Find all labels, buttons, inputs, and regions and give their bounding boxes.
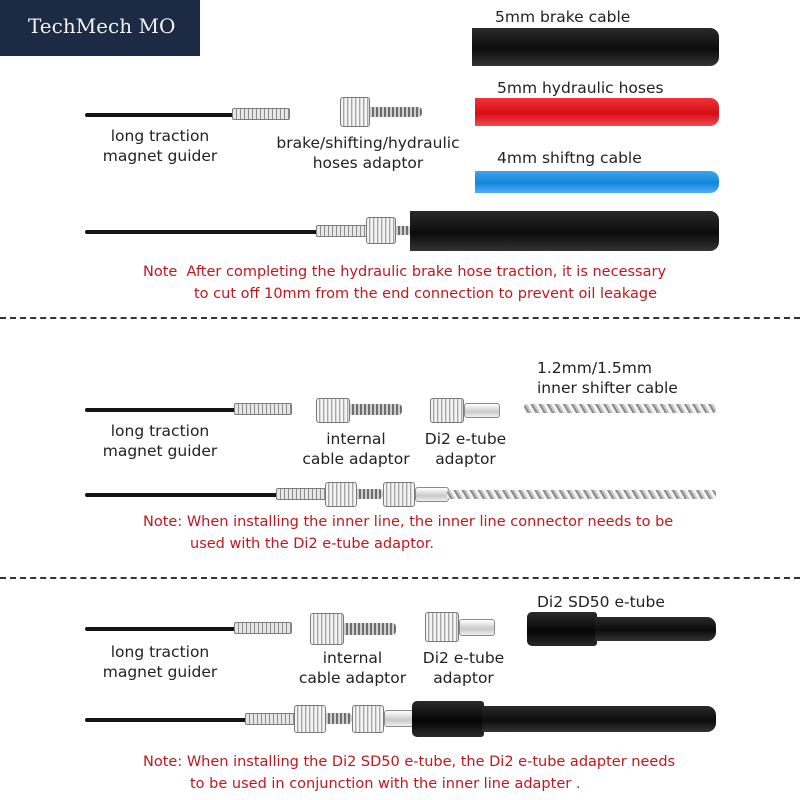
note-3-line1: Note: When installing the Di2 SD50 e-tube, the Di2 e-tube adapter needs: [143, 754, 676, 770]
section-divider-2: [0, 577, 800, 579]
hydraulic-hose-label: 5mm hydraulic hoses: [497, 79, 664, 97]
internal-adaptor-thread: [350, 404, 402, 415]
internal-adaptor-label: internal cable adaptor: [302, 430, 410, 468]
hose-adaptor-thread: [370, 107, 422, 117]
brake-cable-label: 5mm brake cable: [495, 8, 631, 26]
di2-adaptor-label-3: Di2 e-tube adaptor: [422, 649, 505, 687]
note-2-line2: used with the Di2 e-tube adaptor.: [190, 536, 435, 552]
magnet-guider-tip-3: [234, 622, 292, 634]
assembly2-internal-adaptor: [325, 482, 357, 507]
hose-adaptor-label: brake/shifting/hydraulic hoses adaptor: [276, 134, 460, 172]
assembly3-di2-collar: [384, 710, 414, 727]
magnet-guider-tip-2: [234, 403, 292, 415]
sd50-etube-label: Di2 SD50 e-tube: [537, 593, 665, 611]
assembly1-adaptor: [366, 217, 396, 244]
note-1-line1: Note After completing the hydraulic brake hose traction, it is necessary: [143, 264, 667, 280]
di2-adaptor-label: Di2 e-tube adaptor: [424, 430, 507, 468]
note-1-line2: to cut off 10mm from the end connection to prevent oil leakage: [194, 286, 658, 302]
di2-adaptor-knurl-3: [425, 612, 459, 642]
magnet-guider-tip: [232, 108, 290, 120]
assembly2-guider-tip: [276, 488, 328, 500]
internal-adaptor-thread-3: [344, 623, 396, 635]
assembly1-brake-cable: [410, 211, 719, 251]
magnet-guider-wire-3: [85, 627, 237, 631]
assembly3-internal-thread: [326, 713, 352, 724]
di2-adaptor-collar-3: [459, 619, 495, 636]
assembly3-guider-tip: [245, 713, 297, 725]
assembly3-sd50-etube: [482, 706, 716, 732]
magnet-guider-wire-2: [85, 408, 237, 412]
di2-adaptor-knurl: [430, 398, 464, 423]
guider-label-3: long traction magnet guider: [102, 643, 218, 681]
magnet-guider-wire: [85, 113, 235, 117]
di2-adaptor-collar: [464, 403, 500, 418]
hydraulic-hose-sample: [475, 98, 719, 126]
assembly3-di2-adaptor: [352, 705, 384, 733]
assembly3-sd50-connector: [412, 701, 484, 737]
note-2-line1: Note: When installing the inner line, the inner line connector needs to be: [143, 514, 674, 530]
guider-label-2: long traction magnet guider: [102, 422, 218, 460]
sd50-etube-sample: [595, 617, 716, 641]
sd50-connector: [527, 612, 597, 646]
assembly1-wire: [85, 230, 325, 234]
assembly3-internal-adaptor: [294, 705, 326, 733]
assembly2-wire: [85, 493, 285, 497]
hose-adaptor-knurl: [340, 97, 370, 127]
internal-adaptor-label-3: internal cable adaptor: [298, 649, 407, 687]
brake-cable-sample: [472, 28, 719, 66]
watermark-badge: TechMech MO: [0, 0, 200, 56]
assembly2-inner-cable: [447, 490, 716, 499]
assembly1-guider-tip: [316, 225, 368, 237]
inner-cable-label: 1.2mm/1.5mm inner shifter cable: [537, 359, 678, 397]
assembly2-di2-adaptor: [383, 482, 415, 507]
shift-cable-sample: [475, 171, 719, 193]
internal-adaptor-knurl: [316, 398, 350, 423]
note-3-line2: to be used in conjunction with the inner line adapter .: [190, 776, 581, 792]
internal-adaptor-knurl-3: [310, 613, 344, 645]
shift-cable-label: 4mm shiftng cable: [497, 149, 642, 167]
inner-cable-sample: [524, 404, 716, 413]
guider-label: long traction magnet guider: [102, 127, 218, 165]
assembly3-wire: [85, 718, 250, 722]
assembly2-internal-thread: [357, 489, 383, 499]
assembly2-di2-collar: [415, 487, 449, 502]
section-divider-1: [0, 317, 800, 319]
